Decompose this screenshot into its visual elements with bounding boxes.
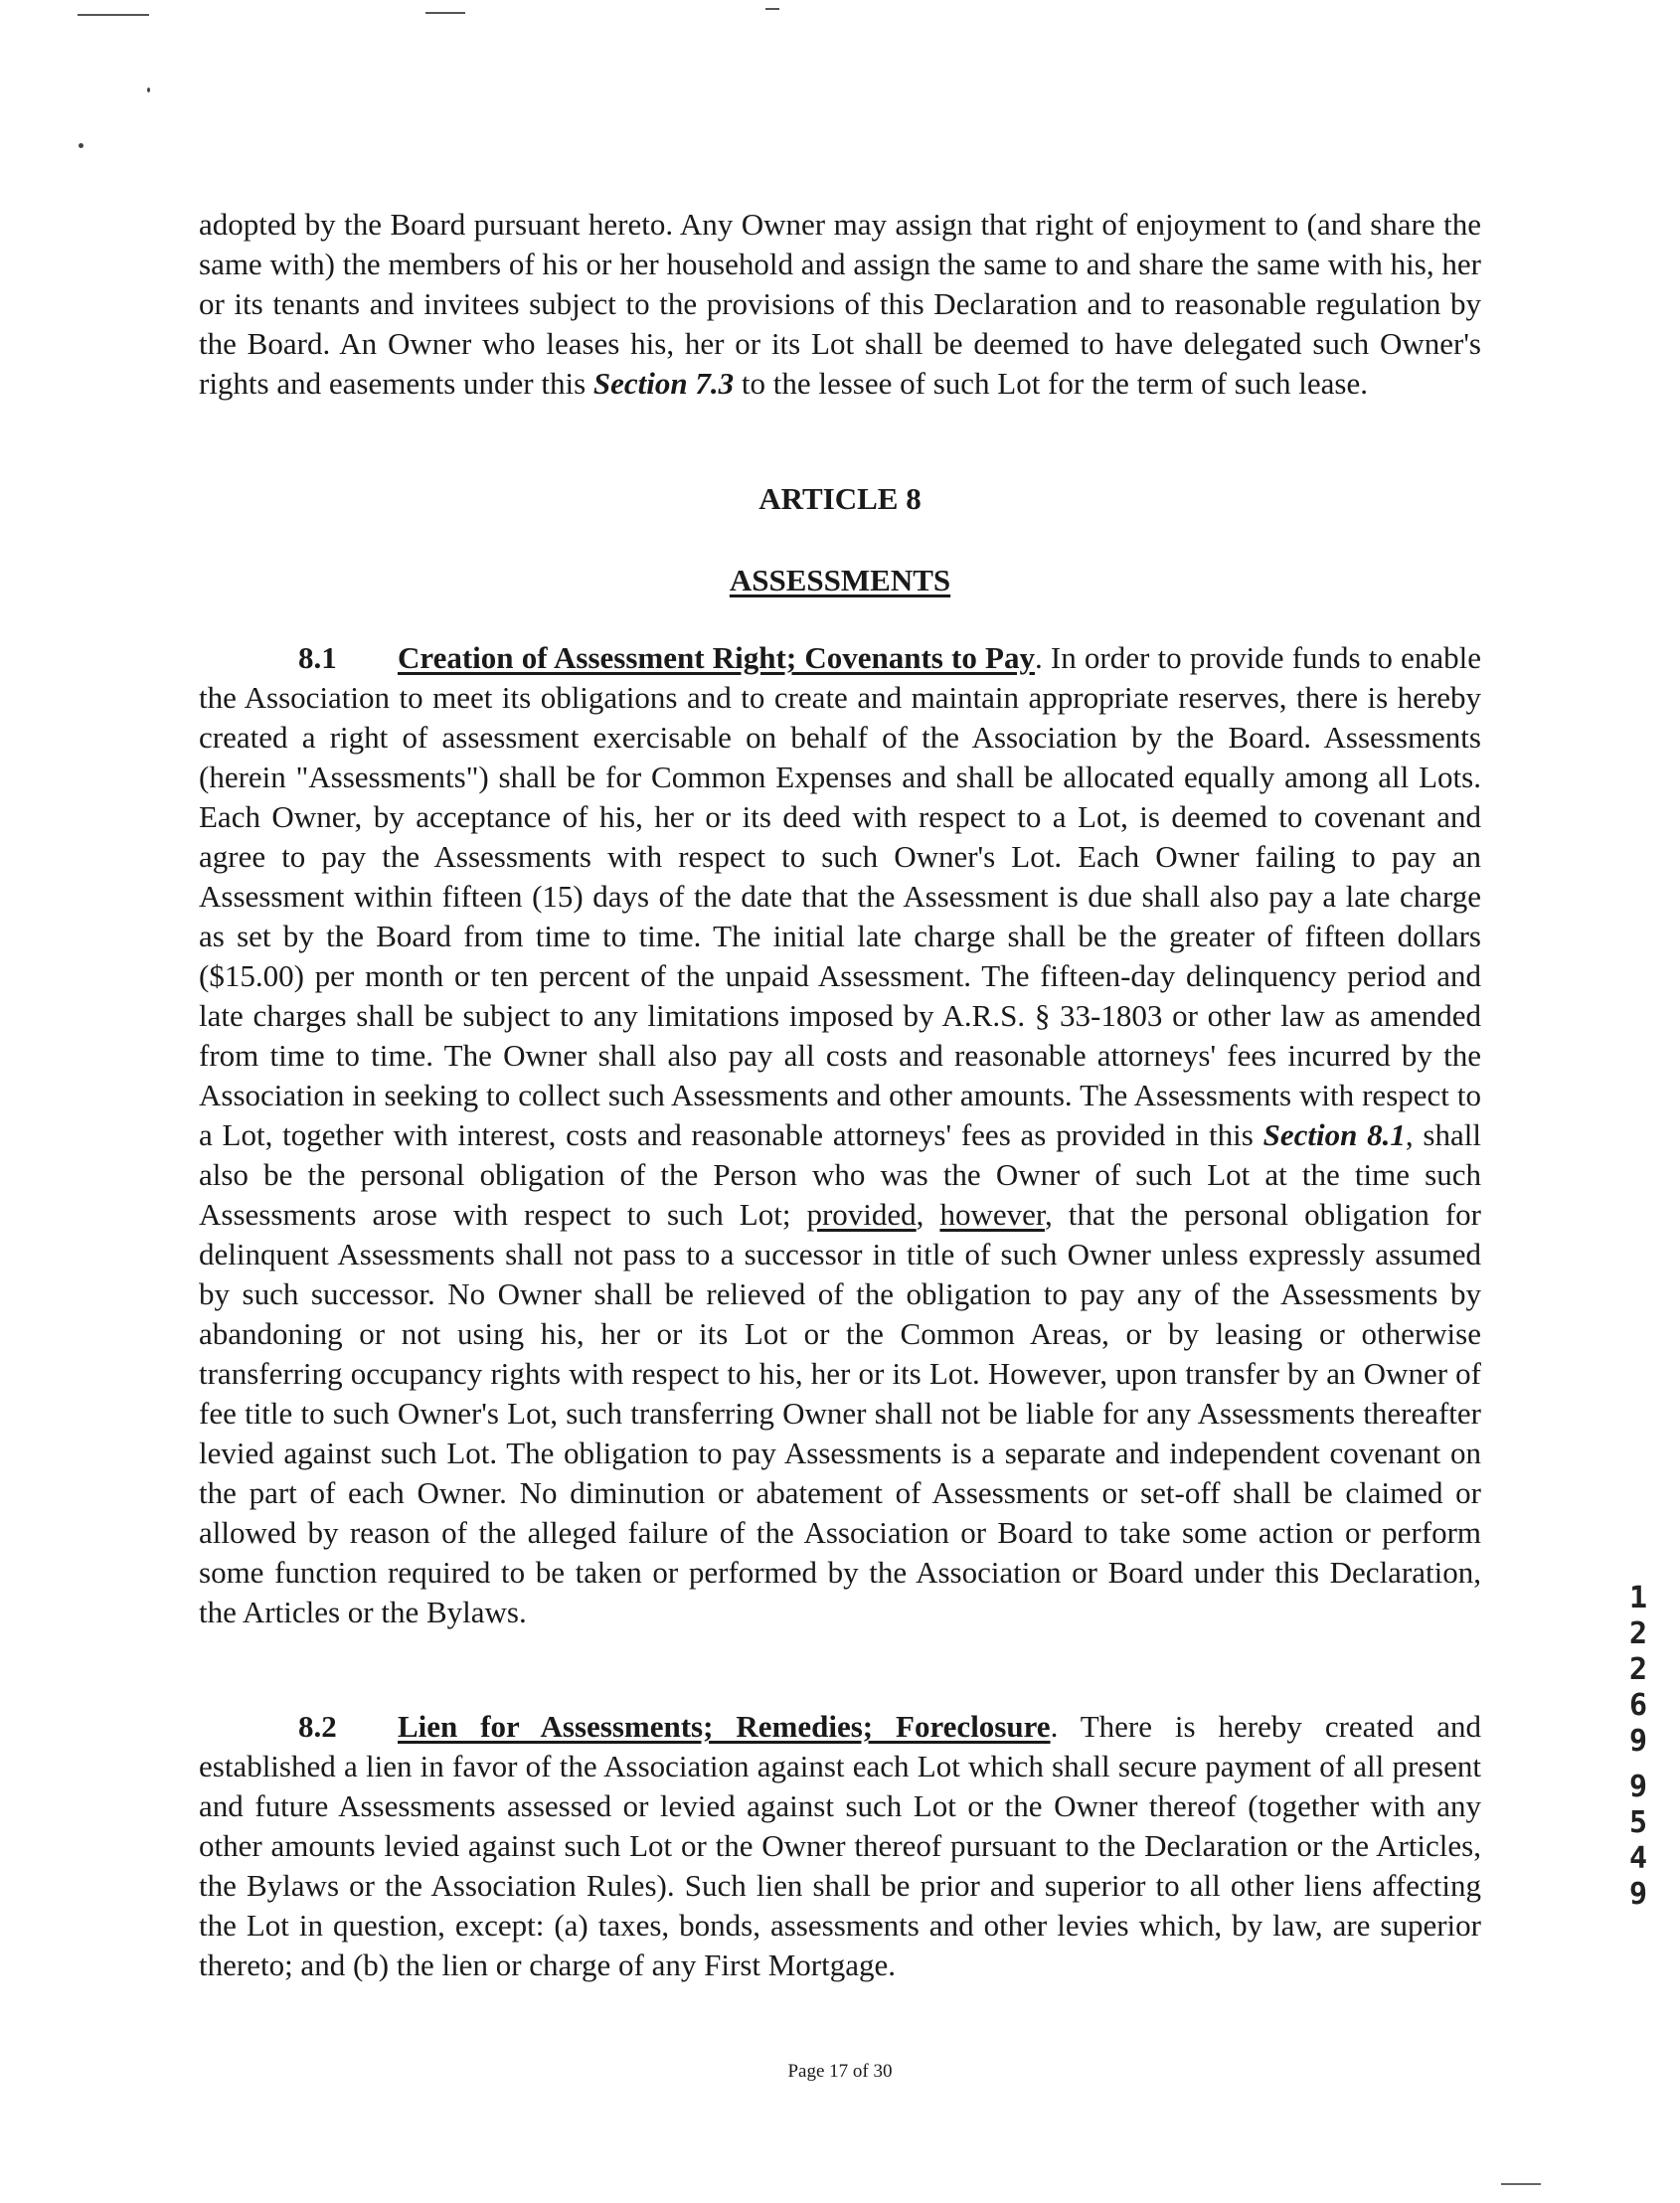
scan-artifact-line (765, 8, 779, 10)
continuation-paragraph (199, 205, 1481, 404)
section-8-1 (199, 638, 1481, 1632)
section-text: , (916, 1197, 940, 1232)
section-number: 8.1 (298, 640, 337, 675)
section-text: , that the personal obligation for delinquent Assessments shall not pass to a successor in title of such Owner unless expressly assumed by such successor. No Owner shall be relieved of the obligation to pay any of the Assessments by abandoning or not using his, her or its Lot or the Common Areas, or by leasing or otherwise transferring occupancy rights with respect to his, her or its Lot. However, upon transfer by an Owner of fee title to such Owner's Lot, such transferring Owner shall not be liable for any Assessments thereafter levied against such Lot. The obligation to pay Assessments is a separate and independent covenant on the part of each Owner. No diminution or abatement of Assessments or set-off shall be claimed or allowed by reason of the alleged failure of the Association or Board to take some action or perform some function required to be taken or performed by the Association or Board under this Declaration, the Articles or the Bylaws. (199, 1197, 1481, 1629)
scan-artifact-dot (147, 87, 150, 92)
section-text: . There is hereby created and established a lien in favor of the Association against each Lot which shall secure payment of all present and future Assessments assessed or levied against such Lot or the Owner thereof (together with any other amounts levied against such Lot or the Owner thereof pursuant to the Declaration or the Articles, the Bylaws or the Association Rules). Such lien shall be prior and superior to all other liens affecting the Lot in question, except: (a) taxes, bonds, assessments and other levies which, by law, are superior thereto; and (b) the lien or charge of any First Mortgage. (199, 1709, 1482, 1982)
section-text: . In order to provide funds to enable the Association to meet its obligations and to create and maintain appropriate reserves, there is hereby created a right of assessment exercisable on behalf of the Association by the Board. Assessments (herein "Assessments") shall be for Common Expenses and shall be allocated equally among all Lots. Each Owner, by acceptance of his, her or its deed with respect to a Lot, is deemed to covenant and agree to pay the Assessments with respect to such Owner's Lot. Each Owner failing to pay an Assessment within fifteen (15) days of the date that the Assessment is due shall also pay a late charge as set by the Board from time to time. The initial late charge shall be the greater of fifteen dollars ($15.00) per month or ten percent of the unpaid Assessment. The fifteen-day delinquency period and late charges shall be subject to any limitations imposed by A.R.S. § 33-1803 or other law as amended from time to time. The Owner shall also pay all costs and reasonable attorneys' fees incurred by the Association in seeking to collect such Assessments and other amounts. The Assessments with respect to a Lot, together with interest, costs and reasonable attorneys' fees as provided in this (199, 640, 1481, 1152)
section-text: , shall also be the personal obligation of the Person who was the Owner of such Lot at the time such Assessments arose with respect to such Lot; (199, 1117, 1481, 1232)
scan-artifact-line (1501, 2183, 1541, 2185)
underlined-term: provided (806, 1197, 917, 1232)
section-title: Lien for Assessments; Remedies; Foreclosure (398, 1709, 1051, 1744)
article-title: ASSESSMENTS (729, 563, 951, 597)
scan-artifact-dot (79, 143, 84, 148)
section-reference: Section 8.1 (1262, 1117, 1406, 1152)
recording-stamp-part-a: 1 2 2 6 9 (1628, 1581, 1648, 1759)
article-number: ARTICLE 8 (758, 481, 922, 516)
section-8-2 (199, 1707, 1481, 1985)
section-reference: Section 7.3 (592, 366, 735, 401)
scan-artifact-line (78, 14, 149, 16)
underlined-term: however (939, 1197, 1045, 1232)
continuation-text-2: to the lessee of such Lot for the term of such lease. (734, 366, 1369, 401)
section-title: Creation of Assessment Right; Covenants to Pay (398, 640, 1035, 675)
section-number: 8.2 (298, 1709, 337, 1744)
scan-artifact-line (425, 12, 465, 14)
recording-stamp-part-b: 9 5 4 9 (1628, 1770, 1648, 1912)
page-footer: Page 17 of 30 (787, 2061, 893, 2082)
continuation-text-1: adopted by the Board pursuant hereto. Any Owner may assign that right of enjoyment to (and share the same with) the members of his or her household and assign the same to and share the same with his, her or its tenants and invitees subject to the provisions of this Declaration and to reasonable regulation by the Board. An Owner who leases his, her or its Lot shall be deemed to have delegated such Owner's rights and easements under this (199, 207, 1481, 401)
